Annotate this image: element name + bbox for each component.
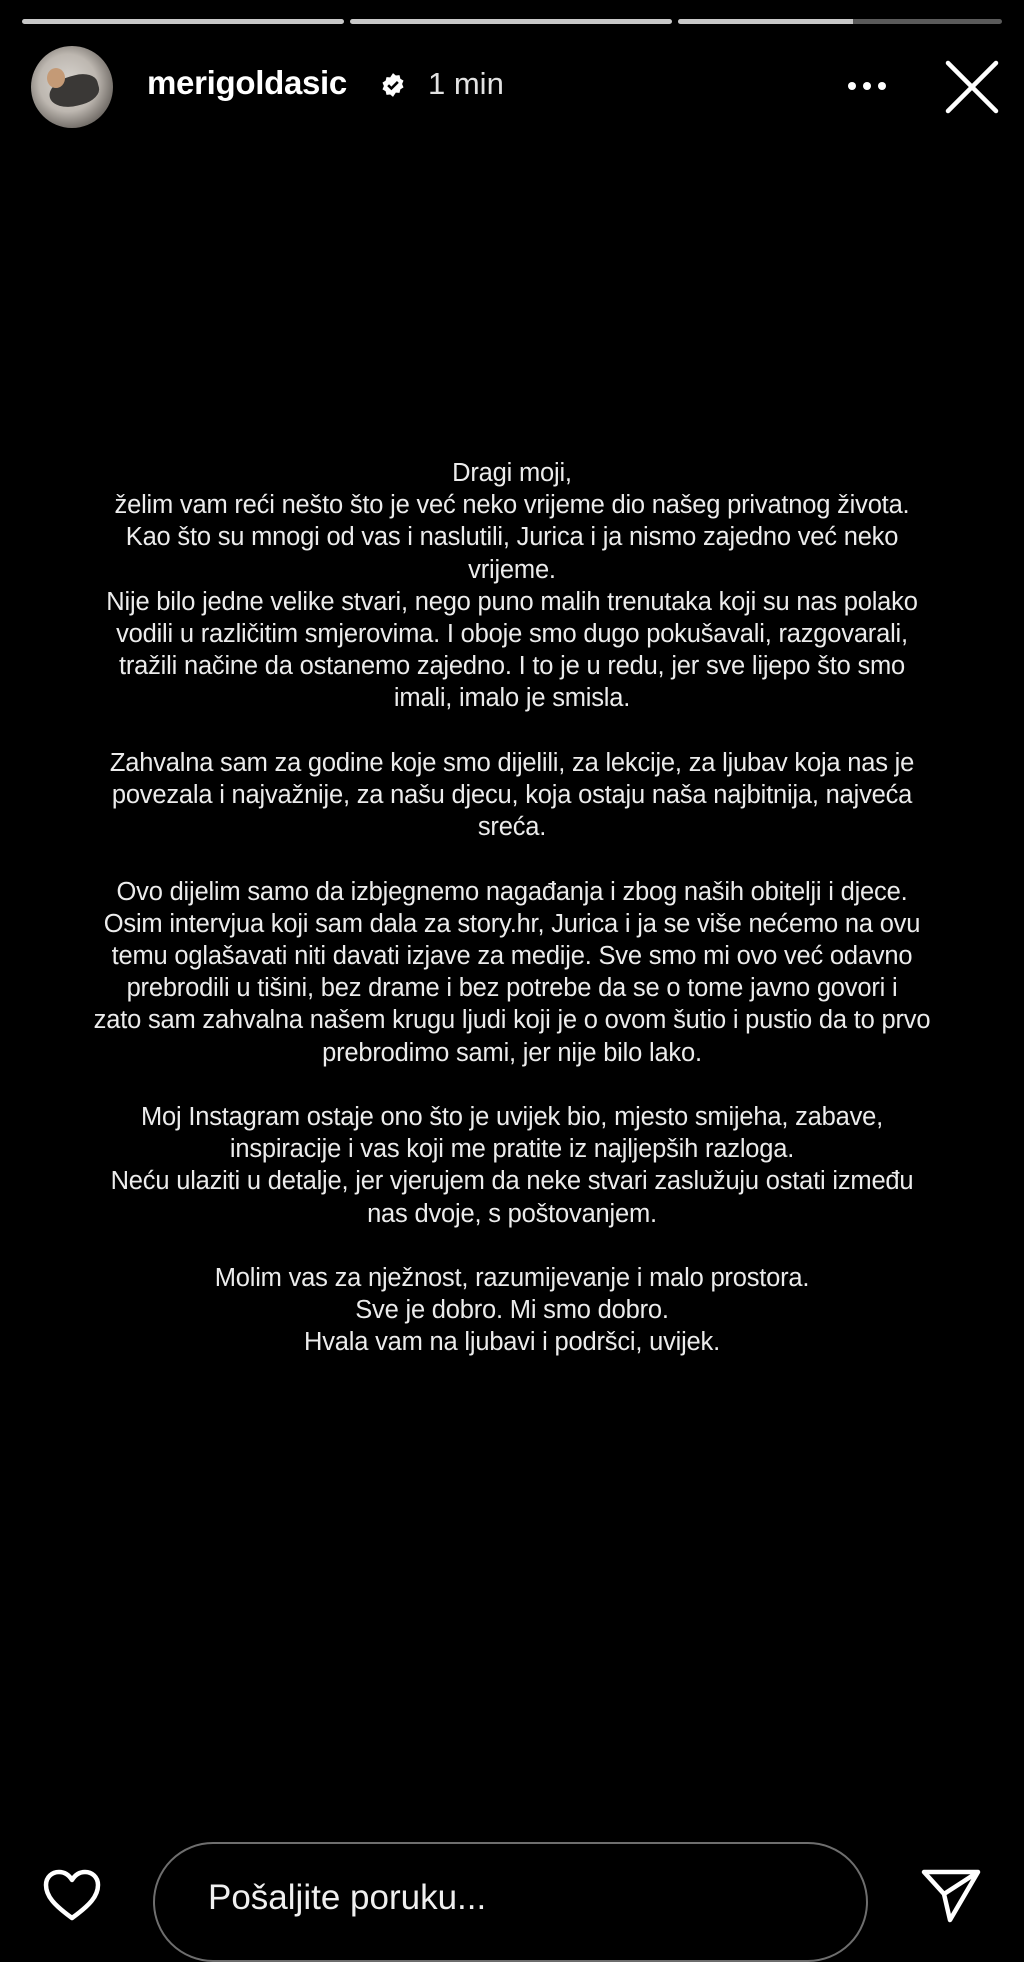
message-line: zato sam zahvalna našem krugu ljudi koji je o ovom šutio i pustio da to prvo [93,1006,931,1035]
message-line: Molim vas za nježnost, razumijevanje i malo prostora. [214,1264,810,1293]
message-paragraph [30,1101,994,1230]
avatar[interactable] [31,46,113,128]
story-progress-segment [22,19,344,24]
message-line: Hvala vam na ljubavi i podršci, uvijek. [304,1328,720,1357]
heart-icon[interactable] [42,1868,102,1922]
reply-placeholder: Pošaljite poruku... [208,1878,487,1917]
message-line: vodili u različitim smjerovima. I oboje smo dugo pokušavali, razgovarali, [116,620,908,649]
story-progress-segment [350,19,672,24]
message-paragraph [30,1262,994,1359]
message-line: imali, imalo je smisla. [393,684,631,713]
message-line: želim vam reći nešto što je već neko vrijeme dio našeg privatnog života. [114,491,910,520]
story-text [30,457,994,1391]
message-line: Nije bilo jedne velike stvari, nego puno malih trenutaka koji su nas polako [106,587,918,616]
message-line: Dragi moji, [452,459,572,487]
message-line: Zahvalna sam za godine koje smo dijelili, za lekcije, za ljubav koja nas je [109,748,915,777]
message-line: Moj Instagram ostaje ono što je uvijek bio, mjesto smijeha, zabave, [140,1103,884,1132]
message-line: Osim intervjua koji sam dala za story.hr, Jurica i ja se više nećemo na ovu [103,909,921,938]
message-line: vrijeme. [468,555,556,584]
message-line: temu oglašavati niti davati izjave za medije. Sve smo mi ovo već odavno [111,942,913,971]
reply-input[interactable] [153,1842,868,1962]
message-line: nas dvoje, s poštovanjem. [367,1199,657,1228]
message-line: povezala i najvažnije, za našu djecu, koja ostaju naša najbitnija, najveća [111,781,913,810]
verified-badge-icon [380,72,406,98]
message-line: Kao što su mnogi od vas i naslutili, Jurica i ja nismo zajedno već neko [125,523,899,552]
message-paragraph [30,747,994,844]
message-paragraph [30,457,994,715]
message-line: prebrodili u tišini, bez drame i bez potrebe da se o tome javno govori i [126,974,898,1003]
message-line: prebrodimo sami, jer nije bilo lako. [322,1038,702,1067]
message-line: tražili načine da ostanemo zajedno. I to je u redu, jer sve lijepo što smo [118,652,906,681]
more-dots-icon[interactable] [842,66,892,106]
message-line: inspiracije i vas koji me pratite iz najljepših razloga. [229,1135,795,1164]
username[interactable]: merigoldasic [147,64,347,101]
message-paragraph [30,876,994,1069]
message-line: sreća. [477,813,547,842]
story-progress-segment [678,19,1002,24]
message-line: Ovo dijelim samo da izbjegnemo nagađanja i zbog naših obitelji i djece. [116,877,908,906]
post-time: 1 min [428,66,504,101]
close-icon[interactable] [945,60,999,114]
message-line: Sve je dobro. Mi smo dobro. [355,1296,669,1325]
message-line: Neću ulaziti u detalje, jer vjerujem da neke stvari zaslužuju ostati između [110,1167,914,1196]
send-icon[interactable] [920,1866,982,1924]
